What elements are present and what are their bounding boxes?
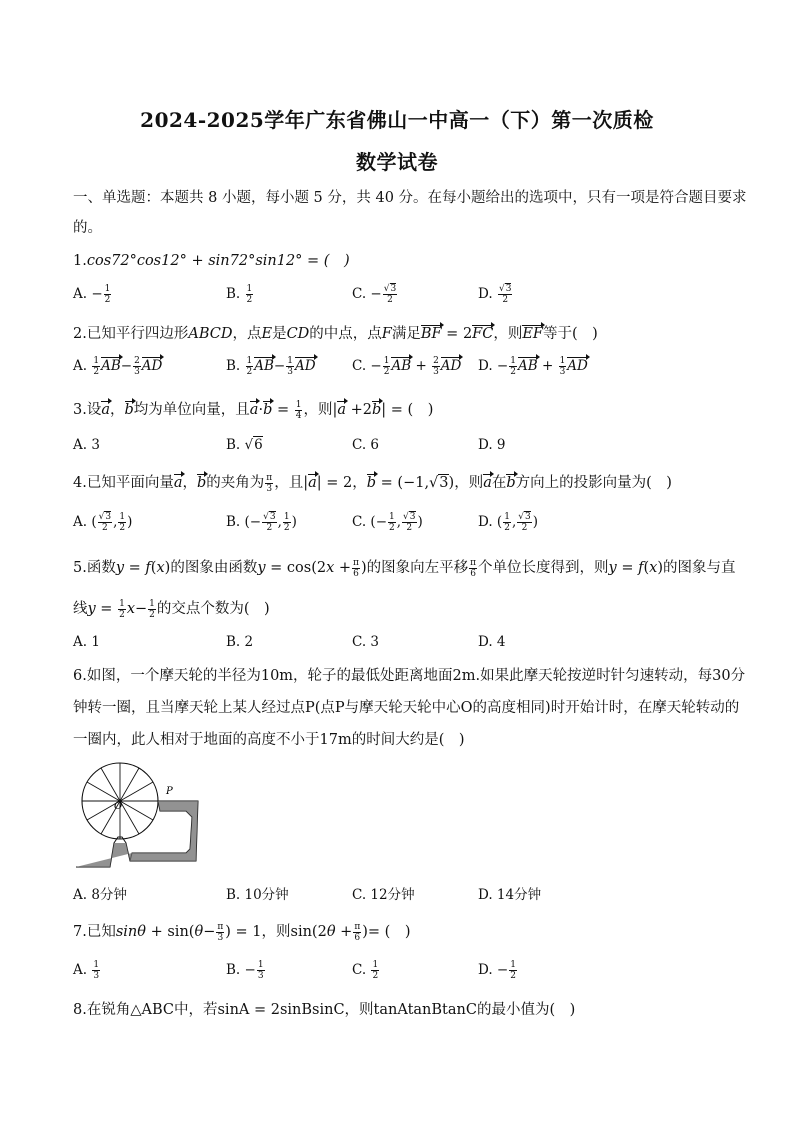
q3-option-d: D. 9: [478, 437, 506, 453]
q7-option-c: C. $\frac{1}{2}$: [352, 960, 379, 981]
page-title: 2024-2025学年广东省佛山一中高一（下）第一次质检: [140, 108, 654, 132]
question-6-line2: 钟转一圈，且当摩天轮上某人经过点P(点P与摩天轮天轮中心O的高度相同)时开始计时，在摩天轮转动的: [73, 700, 740, 716]
q7-option-a: A. $\frac{1}{3}$: [73, 960, 100, 981]
q3-option-b: B. √6: [226, 437, 263, 453]
q5-option-c: C. 3: [352, 634, 380, 650]
q6-option-a: A. 8分钟: [73, 887, 127, 903]
question-6-line3: 一圈内，此人相对于地面的高度不小于17m的时间大约是( ): [73, 732, 465, 748]
q2-option-d: D. − $\frac{1}{2}$ AB + $\frac{1}{3}$ AD: [478, 356, 588, 377]
q6-option-c: C. 12分钟: [352, 887, 415, 903]
question-5-line1: 5.函数y = f(x)的图象由函数y = cos(2x + $\frac{\pi}{6}$ )的图象向左平移 $\frac{\pi}{6}$ 个单位长度得到，则y = f(x)的图象与直: [73, 557, 736, 579]
q3-option-a: A. 3: [73, 437, 100, 453]
q1-option-a: A. − $\frac{1}{2}$: [73, 284, 111, 305]
question-8: 8.在锐角△ABC中，若sinA = 2sinBsinC，则tanAtanBtanC的最小值为( ): [73, 1002, 576, 1018]
question-2: 2.已知平行四边形ABCD，点E是CD的中点，点F满足BF = 2FC，则EF等于( ): [73, 326, 598, 342]
label-o: O: [114, 801, 123, 812]
question-1: 1.cos72°cos12° + sin72°sin12° = ( ): [73, 253, 350, 269]
q5-option-d: D. 4: [478, 634, 506, 650]
q5-option-b: B. 2: [226, 634, 254, 650]
q3-option-c: C. 6: [352, 437, 380, 453]
question-7: 7.已知sinθ + sin(θ− $\frac{\pi}{3}$ ) = 1，则sin(2θ + $\frac{\pi}{6}$ )= ( ): [73, 921, 411, 943]
question-5-line2: 线y = $\frac{1}{2}$ x− $\frac{1}{2}$ 的交点个数为( ): [73, 598, 270, 620]
section-intro-line2: 的。: [73, 220, 102, 236]
q5-option-a: A. 1: [73, 634, 100, 650]
q4-option-b: B. (− $\frac{√3}{2}$ , $\frac{1}{2}$ ): [226, 512, 297, 533]
q1-option-b: B. $\frac{1}{2}$: [226, 284, 253, 305]
q1-option-d: D. $\frac{√3}{2}$: [478, 284, 512, 305]
q2-option-b: B. $\frac{1}{2}$ AB− $\frac{1}{3}$ AD: [226, 356, 316, 377]
q4-option-c: C. (− $\frac{1}{2}$ , $\frac{√3}{2}$ ): [352, 512, 423, 533]
q2-option-c: C. − $\frac{1}{2}$ AB + $\frac{2}{3}$ AD: [352, 356, 462, 377]
q6-option-d: D. 14分钟: [478, 887, 542, 903]
q7-option-b: B. − $\frac{1}{3}$: [226, 960, 264, 981]
question-6-line1: 6.如图，一个摩天轮的半径为10m，轮子的最低处距离地面2m.如果此摩天轮按逆时针匀速转动，每30分: [73, 668, 746, 684]
ferris-wheel-figure: [74, 757, 214, 869]
q7-option-d: D. − $\frac{1}{2}$: [478, 960, 516, 981]
section-intro-line1: 一、单选题：本题共 8 小题，每小题 5 分，共 40 分。在每小题给出的选项中，只有一项是符合题目要求: [73, 190, 747, 206]
q1-option-c: C. − $\frac{√3}{2}$: [352, 284, 397, 305]
question-4: 4.已知平面向量a，b的夹角为 $\frac{\pi}{3}$ ，且|a| = 2，b = (−1,√3)，则a在b方向上的投影向量为( ): [73, 472, 672, 494]
q4-option-a: A. ( $\frac{√3}{2}$ , $\frac{1}{2}$ ): [73, 512, 133, 533]
q2-option-a: A. $\frac{1}{2}$ AB− $\frac{2}{3}$ AD: [73, 356, 163, 377]
label-p: P: [166, 786, 173, 797]
question-3: 3.设a，b均为单位向量，且a·b = $\frac{1}{4}$ ，则|a +2b| = ( ): [73, 399, 434, 421]
q4-option-d: D. ( $\frac{1}{2}$ , $\frac{√3}{2}$ ): [478, 512, 538, 533]
q6-option-b: B. 10分钟: [226, 887, 289, 903]
page-subtitle: 数学试卷: [356, 150, 438, 174]
